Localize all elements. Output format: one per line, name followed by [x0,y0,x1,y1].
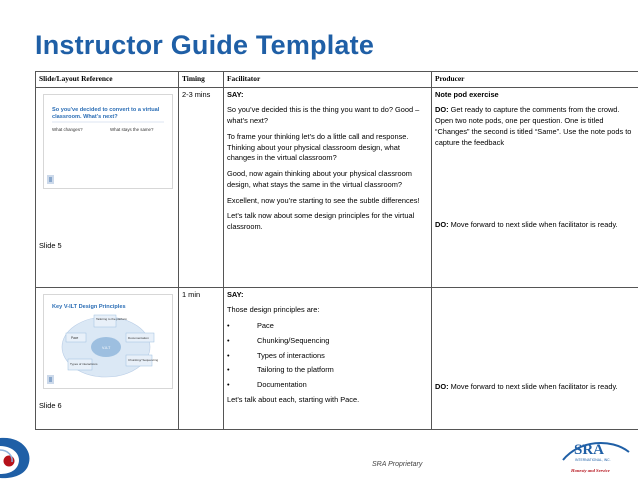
brand-sub: INTERNATIONAL, INC. [575,458,611,462]
page-title: Instructor Guide Template [35,30,375,60]
facilitator-paragraph: Let’s talk now about some design principles for the virtual classroom. [227,211,415,232]
bullet-text: Types of interactions [257,350,325,360]
sra-logo [559,430,633,478]
producer-cell [432,87,638,287]
instructor-guide-table [35,71,638,430]
thumb-heading: Key V-ILT Design Principles [52,303,126,310]
list-item [227,365,428,376]
footer-proprietary: SRA Proprietary [372,461,423,468]
list-item [227,351,428,362]
bullet-text: Pace [257,321,274,331]
bullet-text: Documentation [257,380,307,390]
producer-instruction [435,105,636,148]
thumb-col-left: What changes? [52,126,83,132]
facilitator-paragraph: So you’ve decided this is the thing you want to do? Good – what’s next? [227,105,420,126]
brand-tagline: Honesty and Service [571,468,610,473]
facilitator-paragraph: Good, now again thinking about your physical classroom design, what stays the same in the virtual classroom? [227,169,412,189]
thumb-heading-line2: classroom. What's next? [52,113,118,120]
say-label: SAY: [227,289,244,299]
list-item [227,380,428,391]
bullet-marker: • [227,321,230,331]
facilitator-cell [224,87,432,287]
do-label: DO: [435,105,449,115]
facilitator-paragraph: Excellent, now you’re starting to see the subtle differences! [227,195,420,205]
slide-reference-cell [36,87,179,287]
thumb-node-documentation: Documentation [128,335,149,340]
bullet-marker: • [227,380,230,390]
producer-instruction-text: Move forward to next slide when facilitator is ready. [448,381,618,391]
slide-label: Slide 6 [39,400,62,410]
producer-instruction-text: Move forward to next slide when facilitator is ready. [448,220,618,230]
facilitator-paragraph: Let’s talk about each, starting with Pace. [227,394,360,404]
bullet-text: Chunking/Sequencing [257,335,330,345]
producer-instruction [435,220,636,231]
slide-6-thumbnail [43,294,173,389]
column-header-slide: Slide/Layout Reference [36,72,179,88]
slide-reference-cell [36,287,179,429]
thumb-node-interactions: Types of interactions [70,361,98,366]
column-header-timing: Timing [179,72,224,88]
thumb-node-tailoring: Tailoring to the platform [96,316,128,321]
brand-name: SRA [574,442,605,458]
column-header-facilitator: Facilitator [224,72,432,88]
facilitator-paragraph: To frame your thinking let’s do a little call and response. Thinking about your physical classroom design, what changes in the virtual classroom? [227,131,409,163]
say-label: SAY: [227,89,244,99]
producer-instruction [435,382,636,393]
bullet-text: Tailoring to the platform [257,365,334,375]
table-row [36,287,638,429]
list-item [227,336,428,347]
do-label: DO: [435,220,449,230]
thumb-col-right: What stays the same? [110,126,154,132]
table-row [36,87,638,287]
column-header-producer: Producer [432,72,638,88]
thumb-node-chunking: Chunking/ Sequencing [128,357,159,362]
thumb-heading-line1: So you've decided to convert to a virtual [52,106,160,113]
producer-cell [432,287,638,429]
list-item [227,321,428,332]
thumb-node-center: V-ILT [102,345,111,350]
do-label: DO: [435,381,449,391]
facilitator-cell [224,287,432,429]
facilitator-paragraph: Those design principles are: [227,305,320,315]
producer-heading: Note pod exercise [435,89,499,99]
producer-instruction-text: Get ready to capture the comments from the crowd. Open two note pods, one per question. One is titled “Changes” the second is titled “Same”. Use the note pods to capture the feedback [435,105,632,147]
table-header-row [36,72,638,88]
bullet-marker: • [227,350,230,360]
timing-cell: 1 min [179,287,224,429]
slide-label: Slide 5 [39,240,62,250]
swoosh-logo-icon [0,432,34,479]
bullet-marker: • [227,335,230,345]
slide-5-thumbnail [43,94,173,189]
timing-cell: 2-3 mins [179,87,224,287]
thumb-node-pace: Pace [71,335,79,340]
bullet-marker: • [227,365,230,375]
